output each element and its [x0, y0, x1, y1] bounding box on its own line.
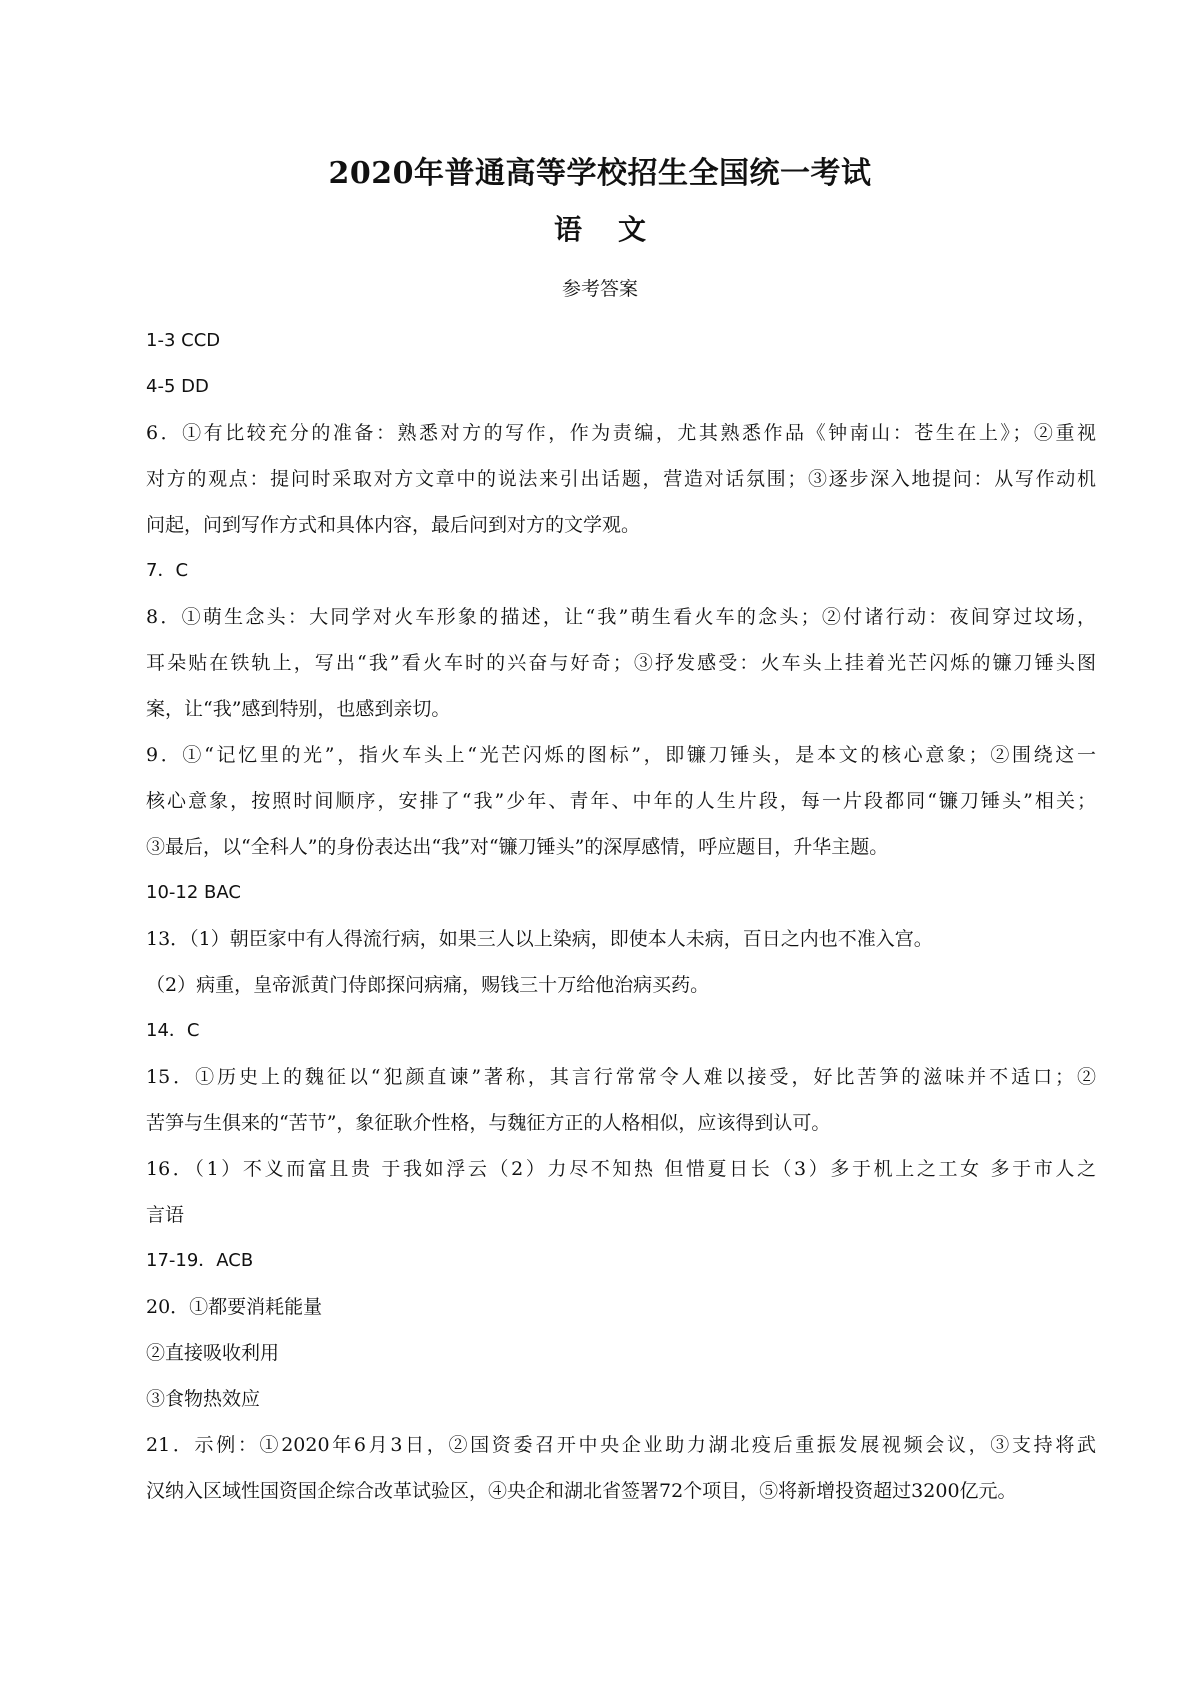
- answer-line: 20．①都要消耗能量: [146, 1296, 323, 1318]
- answer-item-a13-2: [146, 962, 1096, 1008]
- answer-item-a7: [146, 548, 1096, 594]
- subject-heading: 语文: [553, 213, 682, 246]
- answer-line: 13．（1）朝臣家中有人得流行病，如果三人以上染病，即使本人未病，百日之内也不准入宫。: [146, 928, 933, 950]
- answer-line: 案，让“我”感到特别，也感到亲切。: [146, 698, 451, 720]
- answer-line: 9．①“记忆里的光”，指火车头上“光芒闪烁的图标”，即镰刀锤头，是本文的核心意象；②围绕这一: [146, 744, 1096, 766]
- answer-line: 耳朵贴在铁轨上，写出“我”看火车时的兴奋与好奇；③抒发感受：火车头上挂着光芒闪烁的镰刀锤头图: [146, 652, 1096, 674]
- answer-line: 问起，问到写作方式和具体内容，最后问到对方的文学观。: [146, 514, 641, 536]
- answer-list: [146, 318, 1096, 1514]
- answer-line: 4-5 DD: [146, 376, 209, 397]
- answer-item-a20-1: [146, 1284, 1096, 1330]
- answer-item-a15: [146, 1054, 1096, 1146]
- answer-item-a10-12: [146, 870, 1096, 916]
- answer-key-subtitle: 参考答案: [561, 278, 638, 300]
- answer-line: 言语: [146, 1204, 185, 1226]
- answer-line: 1-3 CCD: [146, 330, 221, 351]
- answer-item-a9: [146, 732, 1096, 870]
- answer-line: 16．（1）不义而富且贵 于我如浮云（2）力尽不知热 但惜夏日长（3）多于机上之工女 多于市人之: [146, 1158, 1096, 1180]
- answer-item-a21: [146, 1422, 1096, 1514]
- answer-line: 17-19．ACB: [146, 1250, 254, 1271]
- answer-line: （2）病重，皇帝派黄门侍郎探问病痛，赐钱三十万给他治病买药。: [146, 974, 710, 996]
- answer-item-a14: [146, 1008, 1096, 1054]
- answer-item-a17-19: [146, 1238, 1096, 1284]
- answer-item-a16: [146, 1146, 1096, 1238]
- answer-line: 核心意象，按照时间顺序，安排了“我”少年、青年、中年的人生片段，每一片段都同“镰刀锤头”相关；: [146, 790, 1096, 812]
- answer-item-a20-2: [146, 1330, 1096, 1376]
- answer-line: ③食物热效应: [146, 1388, 261, 1410]
- answer-line: 21．示例：①2020年6月3日，②国资委召开中央企业助力湖北疫后重振发展视频会议，③支持将武: [146, 1434, 1096, 1456]
- answer-item-a20-3: [146, 1376, 1096, 1422]
- answer-line: 14．C: [146, 1020, 200, 1041]
- answer-line: 10-12 BAC: [146, 882, 241, 903]
- answer-item-a4-5: [146, 364, 1096, 410]
- answer-item-a1-3: [146, 318, 1096, 364]
- answer-line: 对方的观点：提问时采取对方文章中的说法来引出话题，营造对话氛围；③逐步深入地提问：从写作动机: [146, 468, 1096, 490]
- answer-line: 8．①萌生念头：大同学对火车形象的描述，让“我”萌生看火车的念头；②付诸行动：夜间穿过坟场，: [146, 606, 1096, 628]
- answer-line: 苦笋与生俱来的“苦节”，象征耿介性格，与魏征方正的人格相似，应该得到认可。: [146, 1112, 831, 1134]
- answer-item-a13-1: [146, 916, 1096, 962]
- answer-item-a8: [146, 594, 1096, 732]
- answer-line: ③最后，以“全科人”的身份表达出“我”对“镰刀锤头”的深厚感情，呼应题目，升华主题。: [146, 836, 889, 858]
- answer-line: 汉纳入区域性国资国企综合改革试验区，④央企和湖北省签署72个项目，⑤将新增投资超过3200亿元。: [146, 1480, 1017, 1502]
- answer-line: 6．①有比较充分的准备：熟悉对方的写作，作为责编，尤其熟悉作品《钟南山：苍生在上》；②重视: [146, 422, 1096, 444]
- answer-line: ②直接吸收利用: [146, 1342, 280, 1364]
- document-title: 2020年普通高等学校招生全国统一考试: [328, 156, 872, 191]
- answer-line: 15．①历史上的魏征以“犯颜直谏”著称，其言行常常令人难以接受，好比苦笋的滋味并不适口；②: [146, 1066, 1096, 1088]
- answer-line: 7．C: [146, 560, 189, 581]
- answer-item-a6: [146, 410, 1096, 548]
